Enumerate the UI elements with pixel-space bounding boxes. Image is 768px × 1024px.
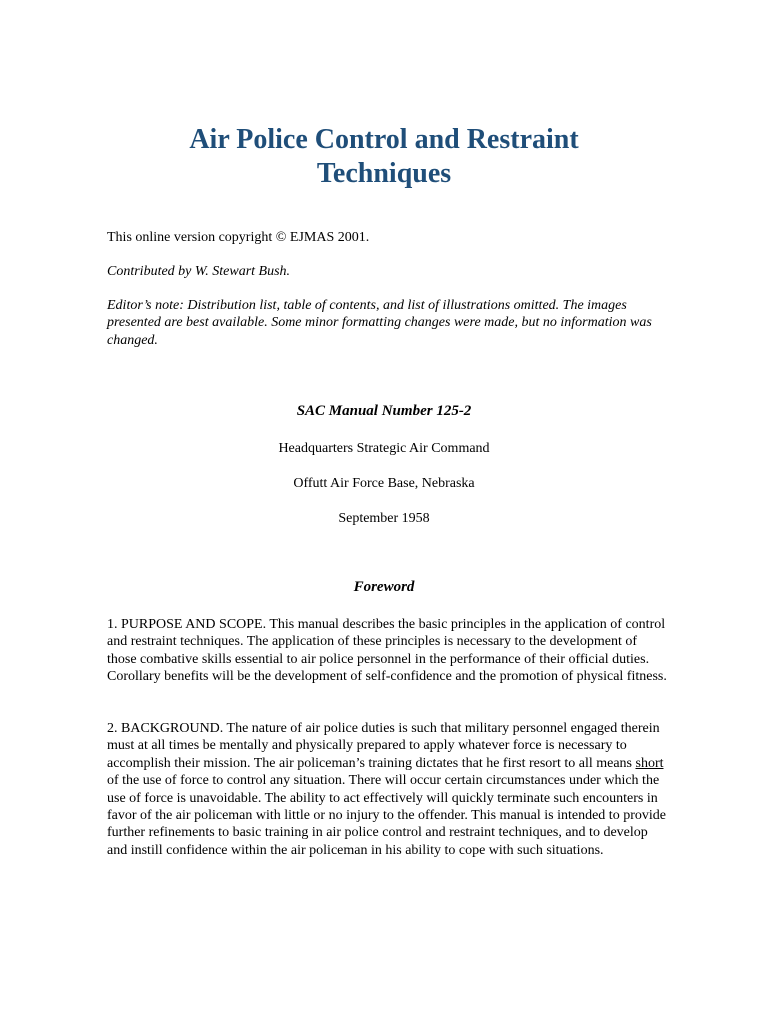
background-text-1: 2. BACKGROUND. The nature of air police duties is such that military personnel engaged therein must at all times be mentally and physically prepared to apply whatever force is necessary to accomplish their mission. The air policeman’s training dictates that he first resort to all means <box>107 721 660 771</box>
foreword-heading: Foreword <box>353 579 415 595</box>
title-line-1: Air Police Control and Restraint <box>189 124 579 155</box>
background-text-2: of the use of force to control any situation. There will occur certain circumstances under which the use of force is unavoidable. The ability to act effectively will quickly terminate such encounters in favor of the air policeman with little or no injury to the offender. This manual is intended to provide further refinements to basic training in air police control and restraint techniques, and to develop and instill confidence within the air policeman in his ability to cope with such situations. <box>107 773 666 858</box>
background-paragraph <box>107 720 667 859</box>
base-line: Offutt Air Force Base, Nebraska <box>293 476 475 491</box>
title-line-2: Techniques <box>316 158 452 189</box>
purpose-paragraph: 1. PURPOSE AND SCOPE. This manual describes the basic principles in the application of control and restraint techniques. The application of these principles is necessary to the development of those combative skills essential to air police personnel in the performance of their official duties. Corollary benefits will be the development of self-confidence and the promotion of physical fitness. <box>107 617 667 685</box>
manual-number-heading: SAC Manual Number 125-2 <box>296 403 472 419</box>
contributor-line: Contributed by W. Stewart Bush. <box>107 264 291 279</box>
copyright-line: This online version copyright © EJMAS 2001. <box>107 230 370 245</box>
underlined-word: short <box>635 755 664 771</box>
date-line: September 1958 <box>338 511 430 526</box>
headquarters-line: Headquarters Strategic Air Command <box>278 441 490 456</box>
page-title <box>0 123 768 191</box>
editor-note: Editor’s note: Distribution list, table of contents, and list of illustrations omitted. The images presented are best available. Some minor formatting changes were made, but no information was changed. <box>107 298 652 348</box>
